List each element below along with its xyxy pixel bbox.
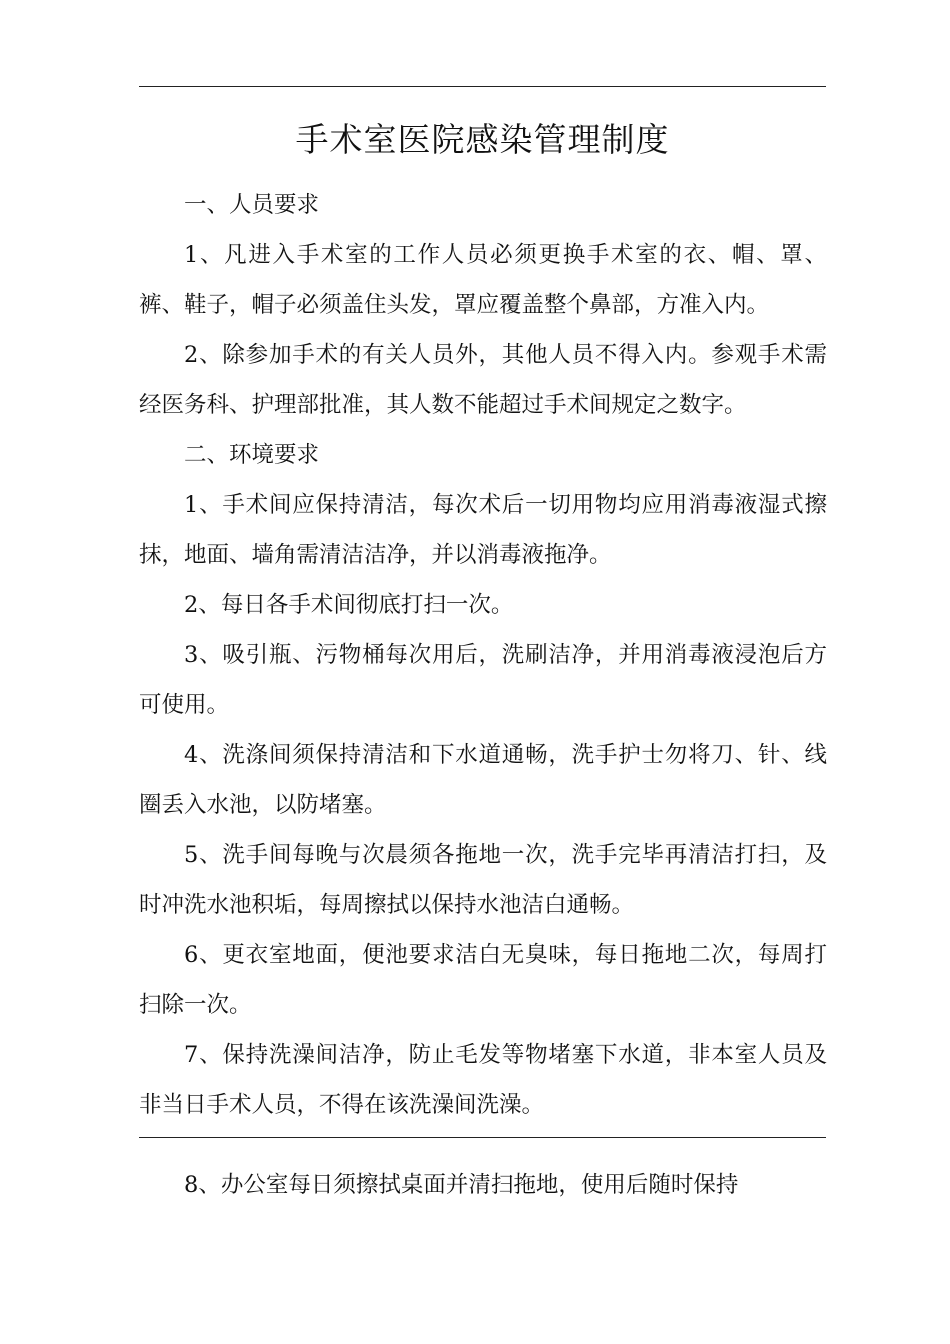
section-heading-personnel: 一、人员要求	[184, 192, 320, 218]
paragraph-environment-2: 2、每日各手术间彻底打扫一次。	[184, 592, 514, 618]
next-page-content	[139, 1160, 827, 1210]
paragraph-environment-6: 6、更衣室地面，便池要求洁白无臭味，每日拖地二次，每周打扫除一次。	[139, 942, 827, 1018]
paragraph-environment-3: 3、吸引瓶、污物桶每次用后，洗刷洁净，并用消毒液浸泡后方可使用。	[139, 642, 827, 718]
paragraph-personnel-2: 2、除参加手术的有关人员外，其他人员不得入内。参观手术需经医务科、护理部批准，其人数不能超过手术间规定之数字。	[139, 342, 827, 418]
document-body	[139, 180, 827, 1130]
paragraph-personnel-1: 1、凡进入手术室的工作人员必须更换手术室的衣、帽、罩、裤、鞋子，帽子必须盖住头发，罩应覆盖整个鼻部，方准入内。	[139, 242, 827, 318]
paragraph-environment-7: 7、保持洗澡间洁净，防止毛发等物堵塞下水道，非本室人员及非当日手术人员，不得在该洗澡间洗澡。	[139, 1042, 827, 1118]
bottom-rule	[139, 1137, 826, 1138]
document-title: 手术室医院感染管理制度	[295, 120, 670, 159]
paragraph-environment-8: 8、办公室每日须擦拭桌面并清扫拖地，使用后随时保持	[184, 1172, 739, 1198]
paragraph-environment-4: 4、洗涤间须保持清洁和下水道通畅，洗手护士勿将刀、针、线圈丢入水池，以防堵塞。	[139, 742, 827, 818]
section-heading-environment: 二、环境要求	[184, 442, 320, 468]
paragraph-environment-1: 1、手术间应保持清洁，每次术后一切用物均应用消毒液湿式擦抹，地面、墙角需清洁洁净，并以消毒液拖净。	[139, 492, 827, 568]
top-rule	[139, 86, 826, 87]
paragraph-environment-5: 5、洗手间每晚与次晨须各拖地一次，洗手完毕再清洁打扫，及时冲洗水池积垢，每周擦拭以保持水池洁白通畅。	[139, 842, 827, 918]
